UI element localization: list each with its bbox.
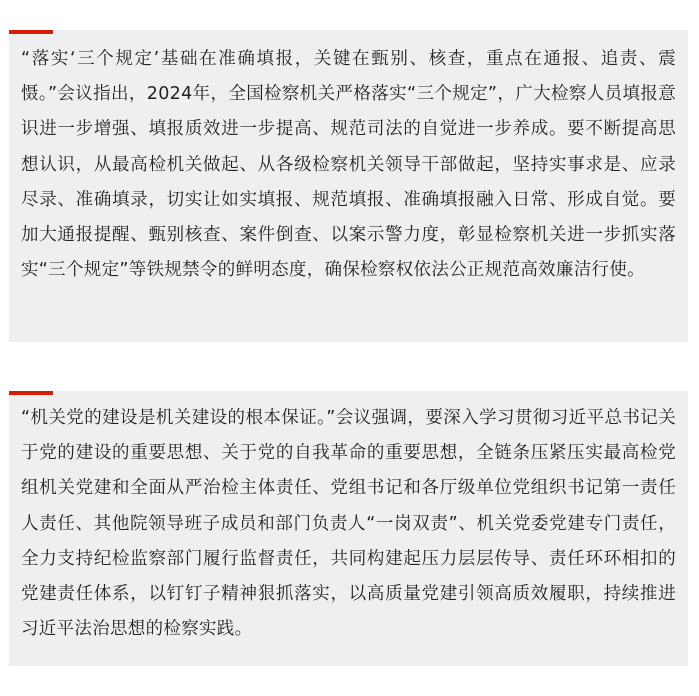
quote-card-party-building: [9, 391, 688, 666]
card-paragraph: “落实‘三个规定’基础在准确填报，关键在甄别、核查，重点在通报、追责、震慑。”会议指出，2024年，全国检察机关严格落实“三个规定”，广大检察人员填报意识进一步增强、填报质效进一步提高、规范司法的自觉进一步养成。要不断提高思想认识，从最高检机关做起、从各级检察机关领导干部做起，坚持实事求是、应录尽录、准确填录，切实让如实填报、规范填报、准确填报融入日常、形成自觉。要加大通报提醒、甄别核查、案件倒查、以案示警力度，彰显检察机关进一步抓实落实“三个规定”等铁规禁令的鲜明态度，确保检察权依法公正规范高效廉洁行使。: [21, 49, 676, 281]
red-accent-bar: [9, 391, 53, 395]
card-paragraph: “机关党的建设是机关建设的根本保证。”会议强调，要深入学习贯彻习近平总书记关于党的建设的重要思想、关于党的自我革命的重要思想，全链条压紧压实最高检党组机关党建和全面从严治检主体责任、党组书记和各厅级单位党组织书记第一责任人责任、其他院领导班子成员和部门负责人“一岗双责”、机关党委党建专门责任，全力支持纪检监察部门履行监督责任，共同构建起压力层层传导、责任环环相扣的党建责任体系，以钉钉子精神狠抓落实，以高质量党建引领高质效履职，持续推进习近平法治思想的检察实践。: [21, 408, 676, 640]
quote-card-three-rules: [9, 30, 688, 342]
red-accent-bar: [9, 30, 53, 34]
